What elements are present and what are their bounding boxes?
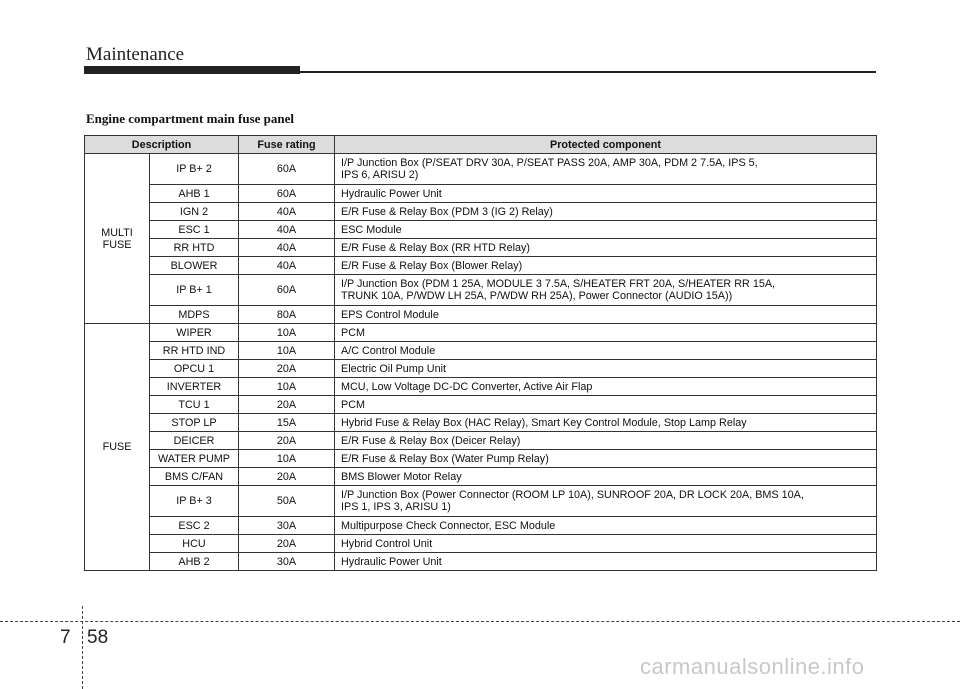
protected-component: E/R Fuse & Relay Box (RR HTD Relay) <box>335 239 877 257</box>
fuse-rating: 10A <box>239 450 335 468</box>
protected-component: I/P Junction Box (PDM 1 25A, MODULE 3 7.5A, S/HEATER FRT 20A, S/HEATER RR 15A, TRUNK 10A, P/WDW LH 25A, P/WDW RH 25A), Power Connector (AUDIO 15A)) <box>335 275 877 306</box>
fuse-description: ESC 2 <box>150 517 239 535</box>
fuse-rating: 20A <box>239 432 335 450</box>
table-row <box>85 239 877 257</box>
fuse-description: BLOWER <box>150 257 239 275</box>
table-row <box>85 360 877 378</box>
page-header-title: Maintenance <box>86 44 185 65</box>
table-row <box>85 517 877 535</box>
footer-divider-vertical <box>82 606 83 689</box>
fuse-rating: 50A <box>239 486 335 517</box>
table-row <box>85 185 877 203</box>
protected-component: BMS Blower Motor Relay <box>335 468 877 486</box>
group-label: FUSE <box>85 324 150 571</box>
fuse-description: DEICER <box>150 432 239 450</box>
fuse-description: TCU 1 <box>150 396 239 414</box>
group-label: MULTI FUSE <box>85 154 150 324</box>
header-rule-thin <box>300 71 876 73</box>
fuse-rating: 10A <box>239 342 335 360</box>
protected-component: EPS Control Module <box>335 306 877 324</box>
protected-component: Hybrid Fuse & Relay Box (HAC Relay), Smart Key Control Module, Stop Lamp Relay <box>335 414 877 432</box>
table-row <box>85 553 877 571</box>
fuse-description: INVERTER <box>150 378 239 396</box>
table-row <box>85 324 877 342</box>
fuse-description: AHB 1 <box>150 185 239 203</box>
fuse-description: AHB 2 <box>150 553 239 571</box>
fuse-rating: 10A <box>239 378 335 396</box>
table-row <box>85 203 877 221</box>
table-row <box>85 486 877 517</box>
fuse-description: IP B+ 2 <box>150 154 239 185</box>
fuse-rating: 10A <box>239 324 335 342</box>
fuse-rating: 80A <box>239 306 335 324</box>
table-row <box>85 468 877 486</box>
chapter-number: 7 <box>60 627 71 648</box>
fuse-rating: 30A <box>239 517 335 535</box>
fuse-rating: 40A <box>239 203 335 221</box>
fuse-rating: 40A <box>239 257 335 275</box>
fuse-description: RR HTD <box>150 239 239 257</box>
table-row <box>85 221 877 239</box>
fuse-rating: 20A <box>239 396 335 414</box>
table-row <box>85 257 877 275</box>
table-row <box>85 154 877 185</box>
fuse-description: IP B+ 3 <box>150 486 239 517</box>
protected-component: E/R Fuse & Relay Box (Blower Relay) <box>335 257 877 275</box>
protected-component: E/R Fuse & Relay Box (Water Pump Relay) <box>335 450 877 468</box>
protected-component: E/R Fuse & Relay Box (Deicer Relay) <box>335 432 877 450</box>
fuse-rating: 60A <box>239 185 335 203</box>
protected-component: A/C Control Module <box>335 342 877 360</box>
table-row <box>85 535 877 553</box>
header-fuse-rating: Fuse rating <box>239 136 335 154</box>
protected-component: Multipurpose Check Connector, ESC Module <box>335 517 877 535</box>
table-row <box>85 450 877 468</box>
section-title: Engine compartment main fuse panel <box>86 111 294 126</box>
protected-component: MCU, Low Voltage DC-DC Converter, Active Air Flap <box>335 378 877 396</box>
fuse-description: WATER PUMP <box>150 450 239 468</box>
protected-component: PCM <box>335 324 877 342</box>
protected-component: E/R Fuse & Relay Box (PDM 3 (IG 2) Relay) <box>335 203 877 221</box>
fuse-rating: 60A <box>239 275 335 306</box>
table-row <box>85 275 877 306</box>
footer-divider-horizontal <box>0 621 960 622</box>
protected-component: I/P Junction Box (P/SEAT DRV 30A, P/SEAT PASS 20A, AMP 30A, PDM 2 7.5A, IPS 5, IPS 6, ARISU 2) <box>335 154 877 185</box>
fuse-description: OPCU 1 <box>150 360 239 378</box>
fuse-description: IP B+ 1 <box>150 275 239 306</box>
fuse-rating: 60A <box>239 154 335 185</box>
fuse-description: RR HTD IND <box>150 342 239 360</box>
table-row <box>85 378 877 396</box>
fuse-rating: 20A <box>239 360 335 378</box>
fuse-rating: 30A <box>239 553 335 571</box>
table-body <box>85 154 877 571</box>
fuse-rating: 40A <box>239 221 335 239</box>
fuse-rating: 15A <box>239 414 335 432</box>
fuse-rating: 40A <box>239 239 335 257</box>
table-row <box>85 306 877 324</box>
protected-component: ESC Module <box>335 221 877 239</box>
protected-component: PCM <box>335 396 877 414</box>
header-rule-thick <box>84 66 300 74</box>
fuse-description: HCU <box>150 535 239 553</box>
protected-component: Hydraulic Power Unit <box>335 185 877 203</box>
table-header-row <box>85 136 877 154</box>
page-number: 58 <box>87 627 109 648</box>
fuse-description: WIPER <box>150 324 239 342</box>
header-protected-component: Protected component <box>335 136 877 154</box>
protected-component: Hybrid Control Unit <box>335 535 877 553</box>
fuse-description: IGN 2 <box>150 203 239 221</box>
fuse-description: STOP LP <box>150 414 239 432</box>
table-row <box>85 396 877 414</box>
protected-component: Hydraulic Power Unit <box>335 553 877 571</box>
fuse-description: MDPS <box>150 306 239 324</box>
fuse-table <box>84 135 877 571</box>
watermark: carmanualsonline.info <box>640 654 865 679</box>
protected-component: Electric Oil Pump Unit <box>335 360 877 378</box>
table-row <box>85 414 877 432</box>
fuse-description: BMS C/FAN <box>150 468 239 486</box>
fuse-rating: 20A <box>239 468 335 486</box>
header-description: Description <box>85 136 239 154</box>
table-row <box>85 342 877 360</box>
protected-component: I/P Junction Box (Power Connector (ROOM LP 10A), SUNROOF 20A, DR LOCK 20A, BMS 10A, IPS 1, IPS 3, ARISU 1) <box>335 486 877 517</box>
fuse-rating: 20A <box>239 535 335 553</box>
table-row <box>85 432 877 450</box>
fuse-description: ESC 1 <box>150 221 239 239</box>
